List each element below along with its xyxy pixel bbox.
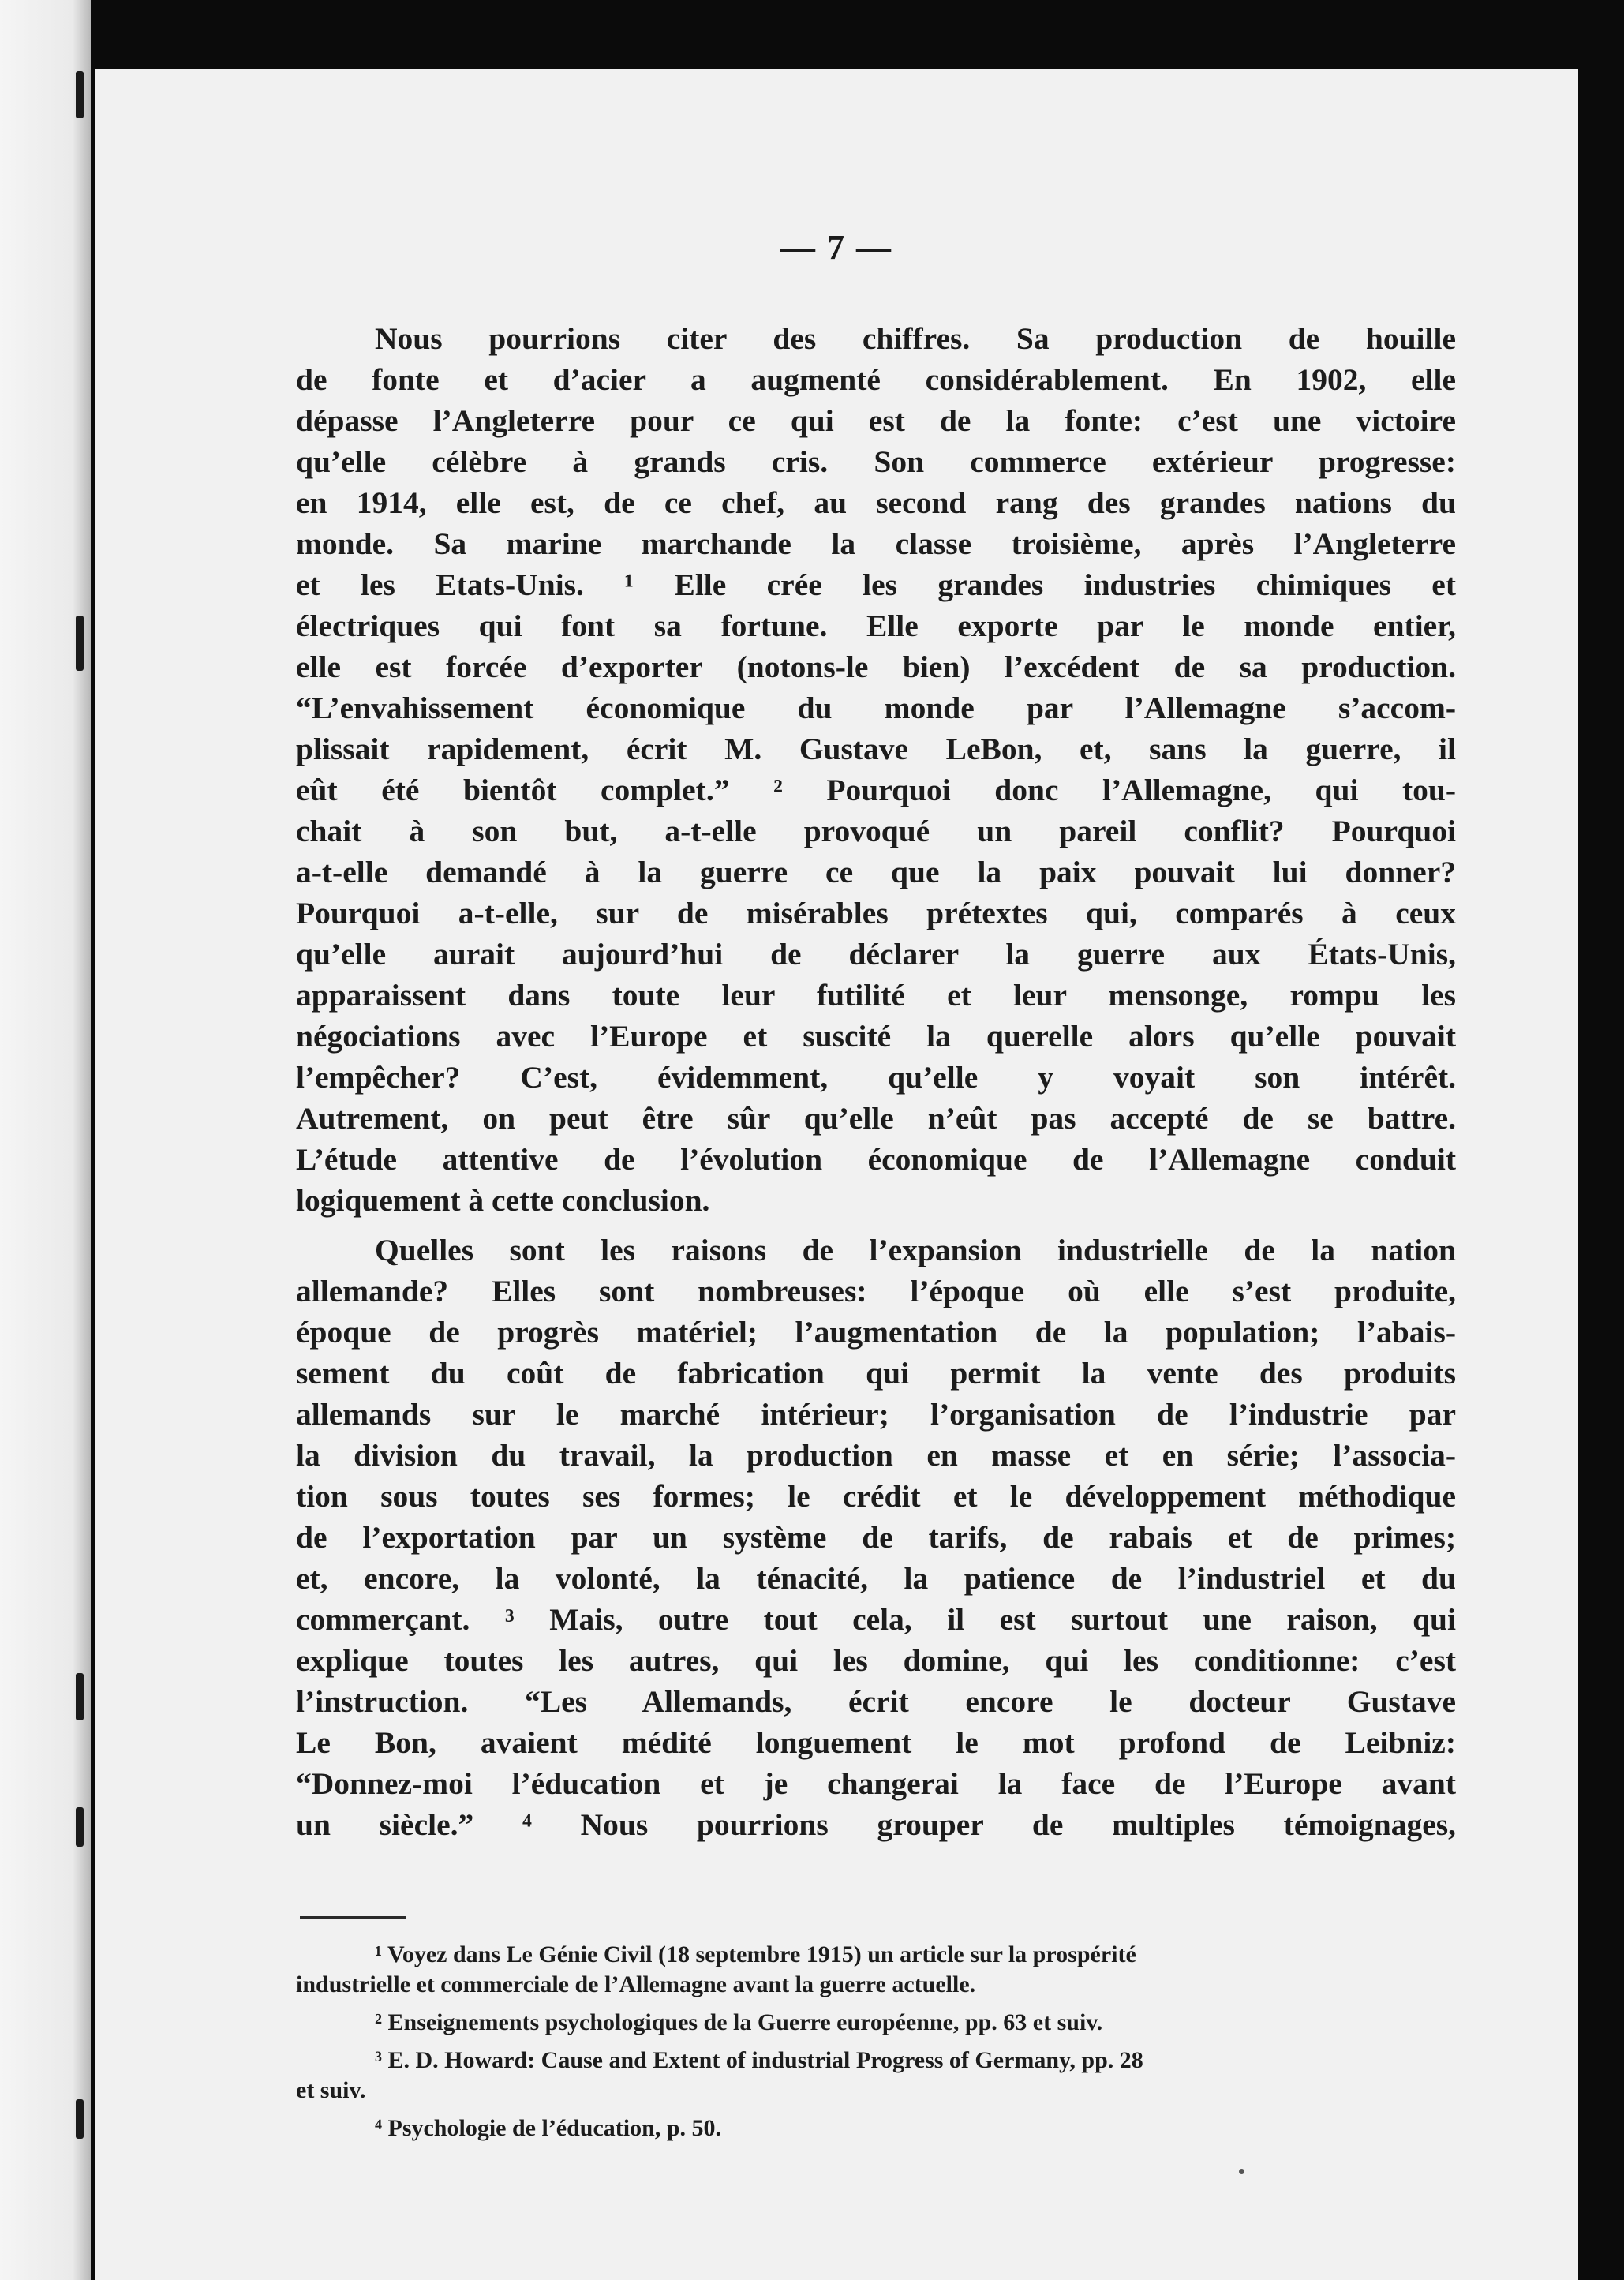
footnote-line: ² Enseignements psychologiques de la Guerre européenne, pp. 63 et suiv. bbox=[375, 2009, 1103, 2035]
body-line: négociations avec l’Europe et suscité la querelle alors qu’elle pouvait bbox=[296, 1019, 1456, 1054]
body-line: Le Bon, avaient médité longuement le mot profond de Leibniz: bbox=[296, 1725, 1456, 1760]
body-line: a-t-elle demandé à la guerre ce que la paix pouvait lui donner? bbox=[296, 855, 1456, 889]
body-line: sement du coût de fabrication qui permit la vente des produits bbox=[296, 1356, 1456, 1391]
body-line: plissait rapidement, écrit M. Gustave LeBon, et, sans la guerre, il bbox=[296, 732, 1456, 766]
body-line: logiquement à cette conclusion. bbox=[296, 1183, 710, 1218]
footnote-line: ³ E. D. Howard: Cause and Extent of industrial Progress of Germany, pp. 28 bbox=[375, 2047, 1143, 2073]
scan-speck bbox=[1239, 2169, 1244, 2174]
body-line: de fonte et d’acier a augmenté considérablement. En 1902, elle bbox=[296, 362, 1456, 397]
footnote-line: ⁴ Psychologie de l’éducation, p. 50. bbox=[375, 2115, 721, 2141]
body-line: électriques qui font sa fortune. Elle exporte par le monde entier, bbox=[296, 608, 1456, 643]
scan-mark bbox=[76, 1673, 84, 1720]
body-line: chait à son but, a-t-elle provoqué un pareil conflit? Pourquoi bbox=[296, 814, 1456, 848]
footnote-line: industrielle et commerciale de l’Allemagne avant la guerre actuelle. bbox=[296, 1971, 976, 1997]
body-line: Nous pourrions citer des chiffres. Sa production de houille bbox=[375, 321, 1456, 356]
body-line: dépasse l’Angleterre pour ce qui est de la fonte: c’est une victoire bbox=[296, 403, 1456, 438]
body-line: apparaissent dans toute leur futilité et leur mensonge, rompu les bbox=[296, 978, 1456, 1013]
body-line: qu’elle célèbre à grands cris. Son commerce extérieur progresse: bbox=[296, 444, 1456, 479]
body-line: commerçant. ³ Mais, outre tout cela, il est surtout une raison, qui bbox=[296, 1602, 1456, 1637]
body-line: l’empêcher? C’est, évidemment, qu’elle y voyait son intérêt. bbox=[296, 1060, 1456, 1095]
body-line: Autrement, on peut être sûr qu’elle n’eût pas accepté de se battre. bbox=[296, 1101, 1456, 1136]
body-line: un siècle.” ⁴ Nous pourrions grouper de multiples témoignages, bbox=[296, 1807, 1456, 1842]
body-line: époque de progrès matériel; l’augmentation de la population; l’abais- bbox=[296, 1315, 1456, 1350]
body-line: eût été bientôt complet.” ² Pourquoi donc l’Allemagne, qui tou- bbox=[296, 773, 1456, 807]
body-line: la division du travail, la production en masse et en série; l’associa- bbox=[296, 1438, 1456, 1473]
body-line: Quelles sont les raisons de l’expansion industrielle de la nation bbox=[375, 1233, 1456, 1267]
body-line: tion sous toutes ses formes; le crédit et le développement méthodique bbox=[296, 1479, 1456, 1514]
scan-mark bbox=[76, 71, 84, 118]
body-line: et les Etats-Unis. ¹ Elle crée les grandes industries chimiques et bbox=[296, 567, 1456, 602]
document-page bbox=[95, 69, 1578, 2280]
footnote-line: et suiv. bbox=[296, 2077, 366, 2103]
scan-mark bbox=[76, 1807, 84, 1847]
body-line: allemands sur le marché intérieur; l’organisation de l’industrie par bbox=[296, 1397, 1456, 1432]
page-number: — 7 — bbox=[780, 228, 892, 267]
body-line: “L’envahissement économique du monde par l’Allemagne s’accom- bbox=[296, 691, 1456, 725]
body-line: l’instruction. “Les Allemands, écrit encore le docteur Gustave bbox=[296, 1684, 1456, 1719]
body-line: en 1914, elle est, de ce chef, au second rang des grandes nations du bbox=[296, 485, 1456, 520]
body-line: allemande? Elles sont nombreuses: l’époque où elle s’est produite, bbox=[296, 1274, 1456, 1308]
body-line: monde. Sa marine marchande la classe troisième, après l’Angleterre bbox=[296, 526, 1456, 561]
body-line: de l’exportation par un système de tarifs, de rabais et de primes; bbox=[296, 1520, 1456, 1555]
body-line: qu’elle aurait aujourd’hui de déclarer la guerre aux États-Unis, bbox=[296, 937, 1456, 972]
body-line: “Donnez-moi l’éducation et je changerai la face de l’Europe avant bbox=[296, 1766, 1456, 1801]
scan-mark bbox=[76, 616, 84, 671]
body-line: explique toutes les autres, qui les domine, qui les conditionne: c’est bbox=[296, 1643, 1456, 1678]
body-line: Pourquoi a-t-elle, sur de misérables prétextes qui, comparés à ceux bbox=[296, 896, 1456, 930]
body-line: elle est forcée d’exporter (notons-le bien) l’excédent de sa production. bbox=[296, 650, 1456, 684]
body-line: L’étude attentive de l’évolution économique de l’Allemagne conduit bbox=[296, 1142, 1456, 1177]
footnote-line: ¹ Voyez dans Le Génie Civil (18 septembre 1915) un article sur la prospérité bbox=[375, 1941, 1136, 1967]
footnote-rule bbox=[300, 1916, 406, 1919]
scan-mark bbox=[76, 2099, 84, 2139]
scan-left-edge bbox=[0, 0, 91, 2280]
body-line: et, encore, la volonté, la ténacité, la patience de l’industriel et du bbox=[296, 1561, 1456, 1596]
